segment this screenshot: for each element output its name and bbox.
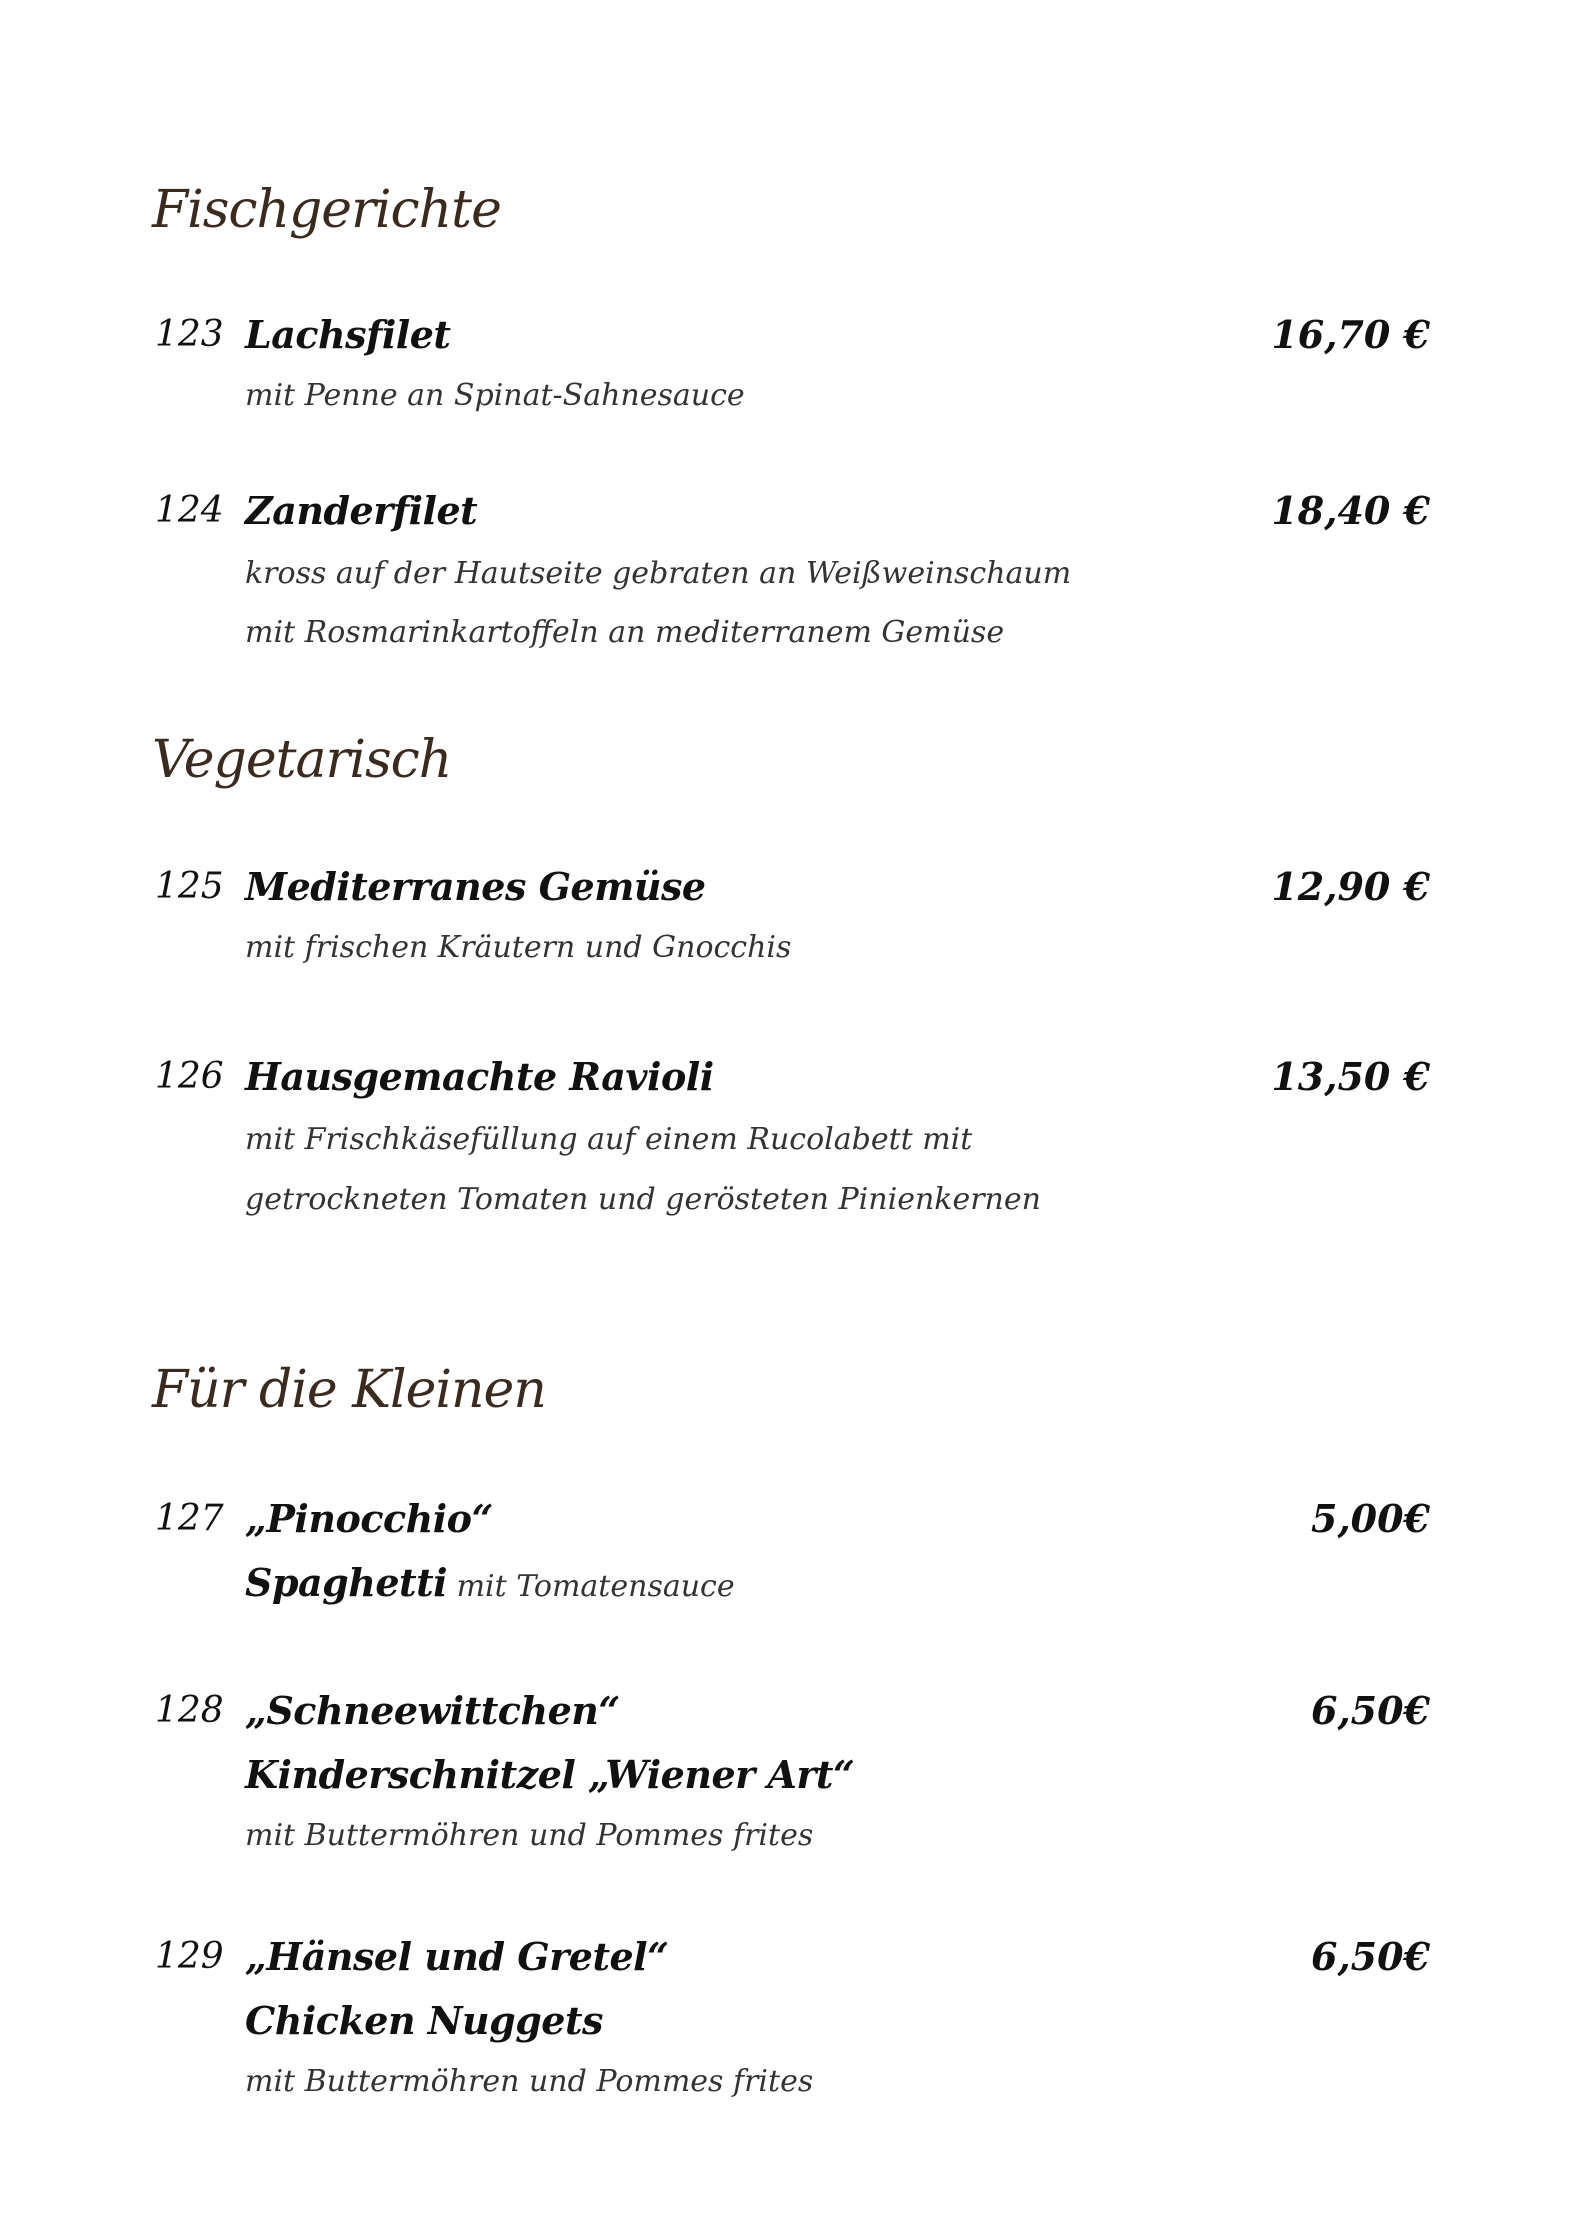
item-number: 127 xyxy=(155,1498,224,1539)
item-description: mit Buttermöhren und Pommes frites xyxy=(245,1818,814,1853)
item-subtitle: Chicken Nuggets xyxy=(245,1998,603,2043)
item-price: 6,50€ xyxy=(1311,1688,1430,1733)
item-description: mit Rosmarinkartoffeln an mediterranem Gemüse xyxy=(245,615,1005,650)
item-number: 124 xyxy=(155,490,224,531)
item-price: 12,90 € xyxy=(1271,864,1430,909)
item-number: 123 xyxy=(155,314,224,355)
item-description: mit frischen Kräutern und Gnocchis xyxy=(245,930,792,965)
item-subtitle: Kinderschnitzel „Wiener Art“ xyxy=(245,1752,855,1797)
item-description: getrockneten Tomaten und gerösteten Pinienkernen xyxy=(245,1182,1041,1217)
item-title: Lachsfilet xyxy=(245,312,451,357)
section-heading-fuer-die-kleinen: Für die Kleinen xyxy=(152,1360,546,1420)
item-description: mit Frischkäsefüllung auf einem Rucolabett mit xyxy=(245,1122,973,1157)
item-price: 18,40 € xyxy=(1271,488,1430,533)
item-price: 16,70 € xyxy=(1271,312,1430,357)
item-price: 5,00€ xyxy=(1311,1496,1430,1541)
item-title: „Hänsel und Gretel“ xyxy=(245,1934,669,1979)
section-heading-fischgerichte: Fischgerichte xyxy=(152,180,501,240)
item-number: 129 xyxy=(155,1936,224,1977)
item-description: mit Penne an Spinat-Sahnesauce xyxy=(245,378,745,413)
item-number: 126 xyxy=(155,1056,224,1097)
item-description: mit Buttermöhren und Pommes frites xyxy=(245,2064,814,2099)
item-subtitle-line xyxy=(245,1560,735,1605)
section-heading-vegetarisch: Vegetarisch xyxy=(152,730,452,790)
item-title: „Schneewittchen“ xyxy=(245,1688,620,1733)
item-description: mit Tomatensauce xyxy=(447,1569,735,1604)
item-price: 13,50 € xyxy=(1271,1054,1430,1099)
item-title: „Pinocchio“ xyxy=(245,1496,493,1541)
item-subtitle: Spaghetti xyxy=(245,1560,448,1605)
item-title: Zanderfilet xyxy=(245,488,478,533)
item-number: 125 xyxy=(155,866,224,907)
item-number: 128 xyxy=(155,1690,224,1731)
item-title: Mediterranes Gemüse xyxy=(245,864,706,909)
item-title: Hausgemachte Ravioli xyxy=(245,1054,714,1099)
item-description: kross auf der Hautseite gebraten an Weißweinschaum xyxy=(245,556,1072,591)
item-price: 6,50€ xyxy=(1311,1934,1430,1979)
